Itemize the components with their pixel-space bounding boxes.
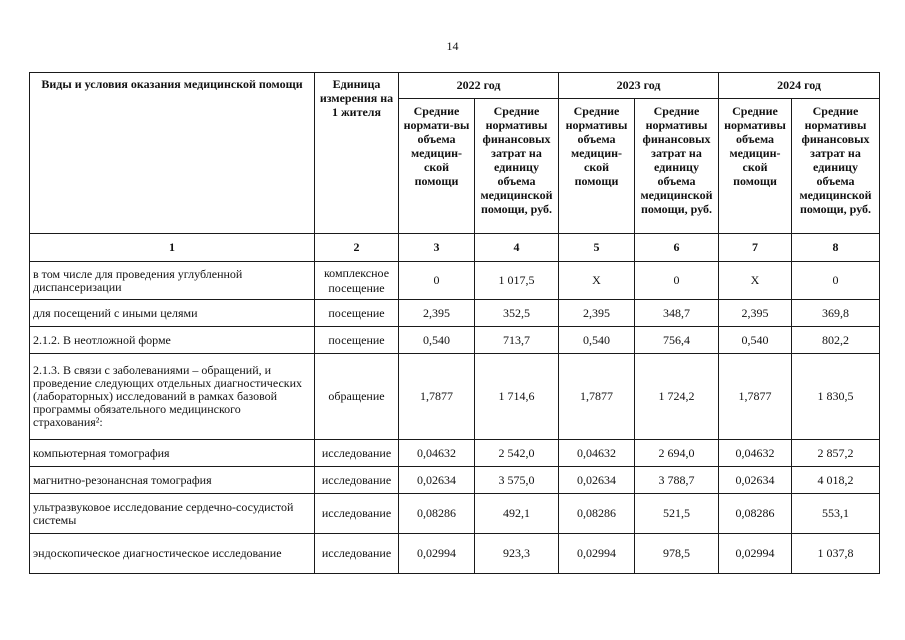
cell-value: 3 788,7 [635,467,719,494]
header-volume-2022: Средние нормати-вы объема медицин-ской помощи [399,99,475,234]
table-row [30,262,880,300]
row-name: 2.1.3. В связи с заболеваниями – обращений, и проведение следующих отдельных диагностических (лабораторных) исследований в рамках базовой программы обязательного медицинского страхования²: [30,354,315,440]
cell-value: 1,7877 [399,354,475,440]
cell-value: 2,395 [719,300,792,327]
header-finance-2023: Средние нормативы финансовых затрат на единицу объема медицинской помощи, руб. [635,99,719,234]
cell-value: 3 575,0 [475,467,559,494]
header-finance-2022: Средние нормативы финансовых затрат на единицу объема медицинской помощи, руб. [475,99,559,234]
cell-value: 1 830,5 [792,354,880,440]
column-number: 6 [635,234,719,262]
cell-value: X [559,262,635,300]
table-row [30,534,880,574]
row-name: ультразвуковое исследование сердечно-сосудистой системы [30,494,315,534]
row-unit: комплексное посещение [315,262,399,300]
cell-value: 1 714,6 [475,354,559,440]
column-number: 1 [30,234,315,262]
cell-value: 2 694,0 [635,440,719,467]
row-name: эндоскопическое диагностическое исследование [30,534,315,574]
row-unit: исследование [315,467,399,494]
cell-value: 2 857,2 [792,440,880,467]
cell-value: 352,5 [475,300,559,327]
cell-value: 521,5 [635,494,719,534]
cell-value: 2 542,0 [475,440,559,467]
cell-value: X [719,262,792,300]
cell-value: 756,4 [635,327,719,354]
column-number: 8 [792,234,880,262]
cell-value: 802,2 [792,327,880,354]
cell-value: 0,04632 [559,440,635,467]
cell-value: 2,395 [559,300,635,327]
column-number: 4 [475,234,559,262]
cell-value: 0,02994 [559,534,635,574]
header-unit: Единица измерения на 1 жителя [315,73,399,234]
row-unit: исследование [315,494,399,534]
row-name: для посещений с иными целями [30,300,315,327]
cell-value: 0,08286 [399,494,475,534]
table-row [30,467,880,494]
cell-value: 0 [792,262,880,300]
row-unit: обращение [315,354,399,440]
row-unit: исследование [315,534,399,574]
cell-value: 0 [399,262,475,300]
row-name: компьютерная томография [30,440,315,467]
cell-value: 553,1 [792,494,880,534]
header-year-2024: 2024 год [719,73,880,99]
cell-value: 713,7 [475,327,559,354]
cell-value: 0 [635,262,719,300]
column-number: 7 [719,234,792,262]
table-row [30,354,880,440]
row-name: в том числе для проведения углубленной диспансеризации [30,262,315,300]
cell-value: 0,04632 [719,440,792,467]
row-name: магнитно-резонансная томография [30,467,315,494]
row-unit: посещение [315,300,399,327]
table-row [30,327,880,354]
cell-value: 923,3 [475,534,559,574]
cell-value: 978,5 [635,534,719,574]
cell-value: 1,7877 [559,354,635,440]
cell-value: 348,7 [635,300,719,327]
header-volume-2024: Средние нормативы объема медицин-ской помощи [719,99,792,234]
cell-value: 0,04632 [399,440,475,467]
cell-value: 4 018,2 [792,467,880,494]
cell-value: 0,02994 [399,534,475,574]
cell-value: 0,02994 [719,534,792,574]
cell-value: 1 037,8 [792,534,880,574]
header-finance-2024: Средние нормативы финансовых затрат на единицу объема медицинской помощи, руб. [792,99,880,234]
cell-value: 0,540 [399,327,475,354]
table-row [30,440,880,467]
column-number-row [30,234,880,262]
cell-value: 0,02634 [399,467,475,494]
row-unit: посещение [315,327,399,354]
cell-value: 0,08286 [559,494,635,534]
header-year-2022: 2022 год [399,73,559,99]
column-number: 5 [559,234,635,262]
cell-value: 1 017,5 [475,262,559,300]
cell-value: 1,7877 [719,354,792,440]
table-row [30,494,880,534]
header-care-types: Виды и условия оказания медицинской помощи [30,73,315,234]
table-row [30,300,880,327]
column-number: 3 [399,234,475,262]
cell-value: 2,395 [399,300,475,327]
medical-care-norms-table [29,72,880,574]
row-name: 2.1.2. В неотложной форме [30,327,315,354]
column-number: 2 [315,234,399,262]
cell-value: 492,1 [475,494,559,534]
cell-value: 0,02634 [559,467,635,494]
cell-value: 0,540 [719,327,792,354]
header-volume-2023: Средние нормативы объема медицин-ской помощи [559,99,635,234]
cell-value: 1 724,2 [635,354,719,440]
cell-value: 0,08286 [719,494,792,534]
row-unit: исследование [315,440,399,467]
cell-value: 0,540 [559,327,635,354]
page-number: 14 [446,39,459,53]
cell-value: 369,8 [792,300,880,327]
header-year-2023: 2023 год [559,73,719,99]
cell-value: 0,02634 [719,467,792,494]
